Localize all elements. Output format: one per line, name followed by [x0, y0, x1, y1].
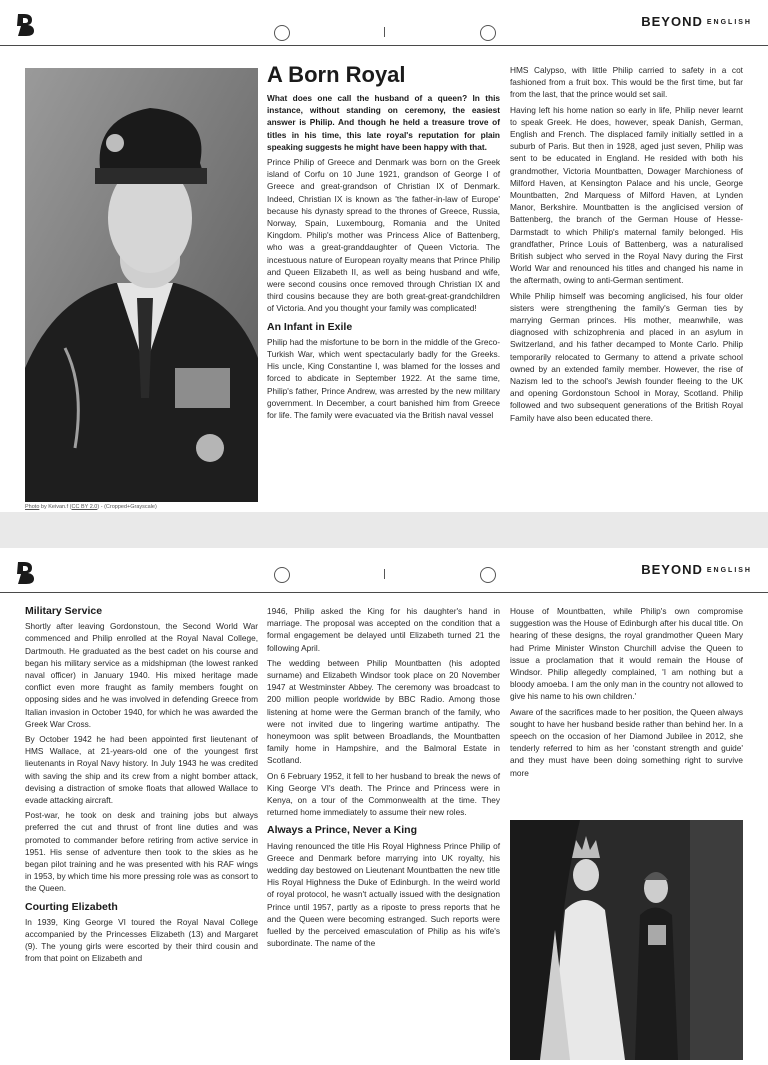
paragraph: Having left his home nation so early in life, Philip never learnt to speak Greek. He does, however, speak Danish, German, English and French. The displaced family initially settled in a suburb of Paris. But then in 1928, aged just seven, Philip was sent to be educated in England. He resided with both his grandmother, Victoria Mountbatten, Dowager Marchioness of Milford Haven, at Kensington Palace and his uncle, George Mountbatten, 2nd Marquess of Milford Haven, at Lynden Manor, Berkshire. Mountbatten is the anglicised version of Battenberg, the branch of the German House of Hesse-Darmstadt to which Philip's maternal family belonged. His grandfather, Prince Louis of Battenberg, was a naturalised British subject who served in the Royal Navy during the First World War and renounced his titles and changed his name in the aftermath, owing to anti-German sentiment.: [510, 104, 743, 286]
paragraph: HMS Calypso, with little Philip carried to safety in a cot fashioned from a fruit box. This would be the first time, but far from the last, that the prince would set sail.: [510, 65, 743, 100]
paragraph: Post-war, he took on desk and training jobs but always preferred the cut and thrust of front line duties and was promoted to commander before retiring from active service in 1951. His sense of adventure then took to the skies as he began pilot training and he was presented with his RAF wings in 1953, by which time his more pressing role was as consort to the Queen.: [25, 810, 258, 894]
brand-logo-icon: [14, 560, 36, 586]
paragraph: While Philip himself was becoming anglicised, his four older sisters were strengthening the family's German ties by marrying German princes. His mother, meanwhile, was diagnosed with schizophrenia and placed in an asylum in Switzerland, and his father decamped to Monte Carlo. Philip temporarily relocated to Germany to attend a private school owned by an extended family member. However, the rise of Nazism led to the school's Jewish founder fleeing to the UK and opening Gordonstoun School in Moray, Scotland. Philip followed and two subsequent generations of the British Royal Family have also been educated there.: [510, 290, 743, 423]
section-heading-military: Military Service: [25, 605, 103, 617]
paragraph: On 6 February 1952, it fell to her husband to break the news of King George VI's death. The Prince and Princess were in Kenya, on a tour of the Commonwealth at the time. They returned home immediately to assume their new roles.: [267, 770, 500, 818]
brand-subtitle: ENGLISH: [706, 19, 752, 27]
paragraph: Prince Philip of Greece and Denmark was born on the Greek island of Corfu on 10 June 1921, grandson of George I of Greece and great-grandson of Christian IX of Denmark. Indeed, Christian IX is known as 'the father-in-law of Europe' because his dynasty spread to the thrones of Greece, Russia, Norway, Spain, Luxembourg, Romania and the United Kingdom. Philip's mother was Princess Alice of Battenberg, who was a great-granddaughter of Queen Victoria. The incestuous nature of European royalty means that Prince Philip and Queen Elizabeth II, as well as being husband and wife, were second cousins once removed through Christian IX and third cousins because they are both great-great-grandchildren of Victoria. And you thought your family was complicated!: [267, 157, 500, 314]
portrait-illustration: [25, 68, 258, 502]
brand-wordmark: [641, 562, 752, 577]
page1-column-middle: [267, 92, 500, 424]
coronation-illustration: [510, 820, 743, 1060]
paragraph: Shortly after leaving Gordonstoun, the Second World War commenced and Philip enrolled at the Royal Naval College, Dartmouth. He graduated as the best cadet on his course and began his military service as a midshipman (the lowest ranked naval officer) in January 1940. His mixed heritage made conflict even more fraught as family members fought on opposing sides and he was involved in defending Greece from Italian invasion in October 1940, for which he was awarded the Greek War Cross.: [25, 621, 258, 729]
fold-mark: [384, 569, 385, 579]
paragraph: By October 1942 he had been appointed first lieutenant of HMS Wallace, at 21-years-old one of the youngest first lieutenants in Royal Navy history. In July 1943 he was credited with saving the ship and its crew from a night bomber attack, devising a distraction of smoke floats that allowed Wallace to evade attacking aircraft.: [25, 734, 258, 806]
page1-column-right: [510, 64, 743, 427]
binder-hole-left: [274, 567, 290, 583]
section-heading-prince: Always a Prince, Never a King: [267, 824, 417, 837]
page2-column-right: [510, 605, 743, 782]
binder-hole-right: [480, 567, 496, 583]
coronation-photo: [510, 820, 743, 1060]
page-separator: [0, 512, 768, 548]
photo-credit-author: by Keivan.f (: [39, 504, 72, 510]
article-intro: What does one call the husband of a queen? In this instance, without standing on ceremony, the easiest answer is Philip. And though he held a treasure trove of titles in his time, this late royal's reputation for plain speaking suggests he might have been happy with that.: [267, 93, 500, 152]
brand-name: BEYOND: [641, 562, 703, 577]
header-divider: [0, 45, 768, 46]
section-heading-courting: Courting Elizabeth: [25, 900, 118, 913]
brand-subtitle: ENGLISH: [706, 567, 752, 575]
page2-column-middle: [267, 605, 500, 952]
photo-credit-link[interactable]: Photo: [25, 504, 40, 510]
paragraph: Aware of the sacrifices made to her position, the Queen always sought to have her husband beside rather than behind her. In a speech on the occasion of her Diamond Jubilee in 2012, she tenderly referred to him as her 'constant strength and guide' and they must have been doing something right to survive more: [510, 706, 743, 778]
photo-credit: [25, 504, 157, 510]
document-page-1: [0, 0, 768, 512]
brand-logo-icon: [14, 12, 36, 38]
brand-wordmark: [641, 14, 752, 29]
brand-name: BEYOND: [641, 14, 703, 29]
paragraph: 1946, Philip asked the King for his daughter's hand in marriage. The proposal was accepted on the condition that a formal engagement be delayed until Elizabeth turned 21 the following April.: [267, 606, 500, 653]
photo-license-link[interactable]: CC BY 2.0: [71, 504, 98, 510]
article-title: A Born Royal: [267, 62, 406, 87]
page2-column-left: [25, 605, 258, 968]
document-page-2: [0, 548, 768, 1060]
binder-hole-left: [274, 25, 290, 41]
photo-credit-note: ) - (Cropped+Grayscale): [97, 504, 157, 510]
section-heading-exile: An Infant in Exile: [267, 320, 353, 333]
prince-philip-photo: [25, 68, 258, 502]
binder-hole-right: [480, 25, 496, 41]
paragraph: Philip had the misfortune to be born in the middle of the Greco-Turkish War, which went spectacularly badly for the Greeks. His uncle, King Constantine I, was blamed for the losses and forced to abdicate in September 1922. At the same time, Philip's father, Prince Andrew, was arrested by the new military government. In December, a court banished him from Greece for life. The family were evacuated via the British naval vessel: [267, 336, 500, 421]
paragraph: House of Mountbatten, while Philip's own compromise suggestion was the House of Edinburgh after his ducal title. On hearing of these designs, the royal grandmother Queen Mary had Prime Minister Winston Churchill advise the Queen to issue a proclamation that it would remain the House of Windsor. Philip allegedly complained, 'I am nothing but a bloody amoeba. I am the only man in the country not allowed to give his name to his own children.': [510, 606, 743, 702]
fold-mark: [384, 27, 385, 37]
paragraph: In 1939, King George VI toured the Royal Naval College accompanied by the Princesses Elizabeth (13) and Margaret (9). The young girls were escorted by their third cousin and from that point on Elizabeth and: [25, 916, 258, 964]
paragraph: The wedding between Philip Mountbatten (his adopted surname) and Elizabeth Windsor took place on 20 November 1947 at Westminster Abbey. The ceremony was broadcast to 200 million people worldwide by BBC Radio. Among those listening at home were the German branch of the family, who were not invited due to lingering wartime antipathy. The honeymoon was split between Broadlands, the Mountbatten family home in Hampshire, and the Balmoral Estate in Scotland.: [267, 657, 500, 766]
paragraph: Having renounced the title His Royal Highness Prince Philip of Greece and Denmark before marrying into UK royalty, his wedding day bestowed on Lieutenant Mountbatten the new title His Royal Highness the Duke of Edinburgh. In the weird world of royal protocol, he wasn't actually issued with the designation Prince until 1957, partly as a riposte to press reports that he and the Queen were becoming estranged. Such reports were fuelled by the perceived emasculation of Philip as his wife's subordinate. The name of the: [267, 840, 500, 949]
header-divider: [0, 592, 768, 593]
